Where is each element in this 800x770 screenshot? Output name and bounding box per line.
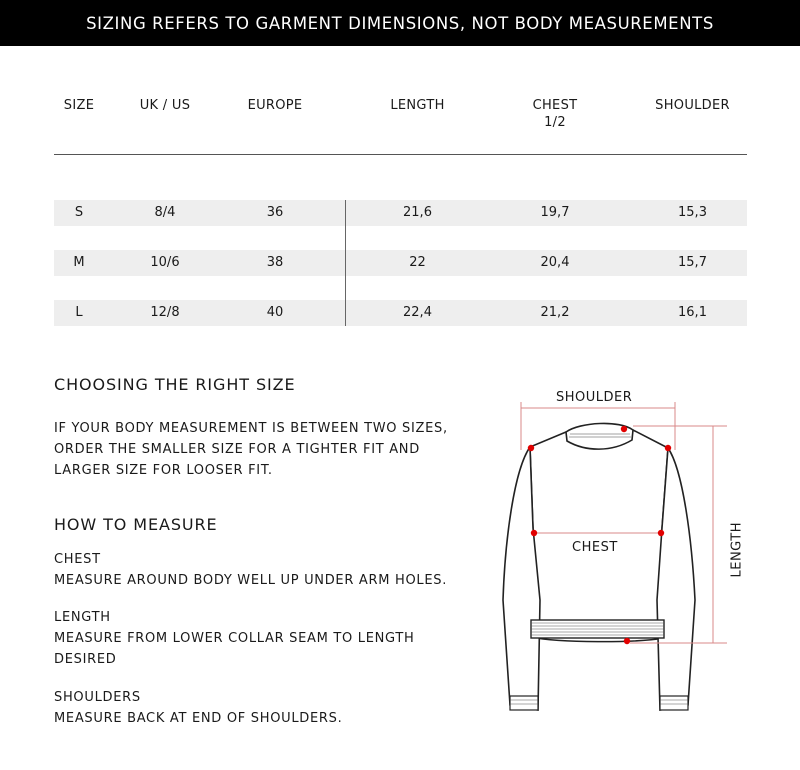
length-heading: LENGTH (54, 610, 111, 625)
cell-europe: 40 (266, 305, 284, 320)
length-line: MEASURE FROM LOWER COLLAR SEAM TO LENGTH (54, 631, 415, 646)
chest-right-marker (658, 530, 664, 536)
shoulders-instruction: MEASURE BACK AT END OF SHOULDERS. (54, 711, 343, 726)
table-row-l (54, 300, 747, 326)
cell-length: 21,6 (403, 205, 432, 220)
shoulder-left-marker (528, 445, 534, 451)
col-header-shoulder: SHOULDER (655, 98, 730, 113)
how-to-measure-title: HOW TO MEASURE (54, 515, 218, 534)
col-header-europe: EUROPE (247, 98, 303, 113)
length-label: LENGTH (729, 521, 745, 578)
cell-shoulder: 15,3 (678, 205, 707, 220)
cell-shoulder: 16,1 (678, 305, 707, 320)
cell-length: 22,4 (403, 305, 432, 320)
cell-europe: 36 (266, 205, 284, 220)
cell-size: M (73, 255, 85, 270)
shoulders-heading: SHOULDERS (54, 690, 141, 705)
cell-uk-us: 10/6 (150, 255, 180, 270)
cell-chest: 20,4 (540, 255, 570, 270)
col-header-length: LENGTH (390, 98, 445, 113)
cell-size: L (75, 305, 83, 320)
cell-uk-us: 8/4 (154, 205, 176, 220)
shoulder-right-marker (665, 445, 671, 451)
cell-length: 22 (409, 255, 426, 270)
choosing-line: LARGER SIZE FOR LOOSER FIT. (54, 463, 273, 478)
chest-left-marker (531, 530, 537, 536)
page-banner: SIZING REFERS TO GARMENT DIMENSIONS, NOT BODY MEASUREMENTS (0, 0, 800, 46)
col-header-size: SIZE (63, 98, 95, 113)
collar-seam-marker (621, 426, 627, 432)
chest-instruction: MEASURE AROUND BODY WELL UP UNDER ARM HOLES. (54, 573, 448, 588)
col-header-uk-us: UK / US (139, 98, 191, 113)
length-line: DESIRED (54, 652, 117, 667)
choosing-line: ORDER THE SMALLER SIZE FOR A TIGHTER FIT AND (54, 442, 420, 457)
choosing-line: IF YOUR BODY MEASUREMENT IS BETWEEN TWO SIZES, (54, 421, 448, 436)
choosing-text (54, 418, 448, 481)
sweater-diagram (500, 385, 800, 730)
cell-uk-us: 12/8 (150, 305, 180, 320)
sweater-illustration (500, 385, 800, 730)
cell-europe: 38 (266, 255, 284, 270)
shoulder-label: SHOULDER (556, 390, 633, 405)
cell-chest: 19,7 (540, 205, 570, 220)
choosing-title: CHOOSING THE RIGHT SIZE (54, 375, 296, 394)
cell-size: S (74, 205, 84, 220)
hem-marker (624, 638, 630, 644)
column-divider (345, 200, 346, 326)
col-header-chest: CHEST 1/2 (532, 98, 578, 130)
length-instruction (54, 628, 414, 670)
chest-label: CHEST (572, 540, 618, 555)
table-row-m (54, 250, 747, 276)
table-row-s (54, 200, 747, 226)
cell-shoulder: 15,7 (678, 255, 707, 270)
chest-heading: CHEST (54, 552, 101, 567)
header-divider (54, 154, 747, 155)
cell-chest: 21,2 (540, 305, 570, 320)
